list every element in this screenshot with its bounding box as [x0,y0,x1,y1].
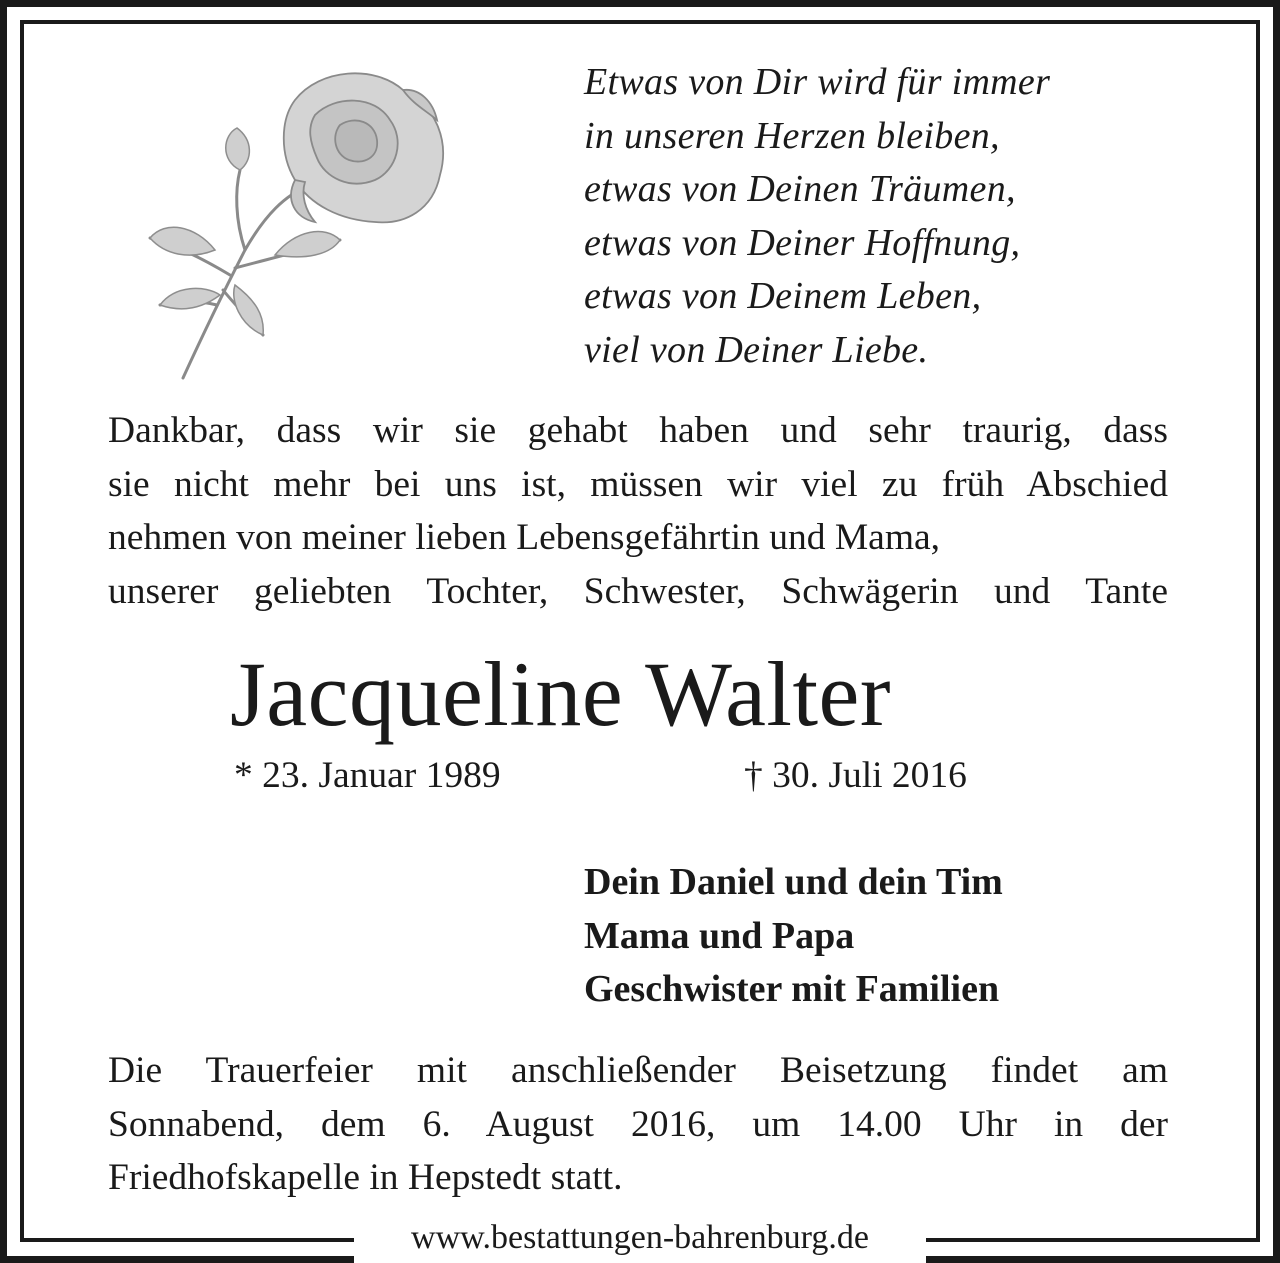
poem-line: etwas von Deinem Leben, [584,275,982,317]
service-paragraph [108,1044,1168,1205]
poem-line: in unseren Herzen bleiben, [584,114,1000,157]
service-line: Friedhofskapelle in Hepstedt statt. [108,1157,623,1198]
mourner: Mama und Papa [584,914,855,957]
intro-line: unserer geliebten Tochter, Schwester, Schwägerin und Tante [108,570,1168,612]
poem-line: etwas von Deiner Hoffnung, [584,221,1021,264]
poem-line: Etwas von Dir wird für immer [584,61,1051,103]
intro-line: sie nicht mehr bei uns ist, müssen wir viel zu früh Abschied [108,463,1168,505]
poem-line: viel von Deiner Liebe. [584,328,929,371]
mourner: Geschwister mit Familien [584,968,1000,1010]
intro-paragraph [108,404,1168,618]
intro-line: Dankbar, dass wir sie gehabt haben und sehr traurig, dass [108,410,1168,451]
service-line: Die Trauerfeier mit anschließender Beisetzung findet am [108,1050,1168,1091]
poem [584,56,1224,377]
service-line: Sonnabend, dem 6. August 2016, um 14.00 Uhr in der [108,1103,1168,1145]
birth-date: * 23. Januar 1989 [234,755,501,796]
deceased-name: Jacqueline Walter [230,643,891,745]
rose-icon [135,60,465,390]
mourners-list [584,856,1003,1017]
mourner: Dein Daniel und dein Tim [584,861,1003,903]
intro-line: nehmen von meiner lieben Lebensgefährtin und Mama, [108,517,941,558]
death-date: † 30. Juli 2016 [744,755,967,796]
footer-website: www.bestattungen-bahrenburg.de [354,1213,926,1263]
poem-line: etwas von Deinen Träumen, [584,168,1016,210]
